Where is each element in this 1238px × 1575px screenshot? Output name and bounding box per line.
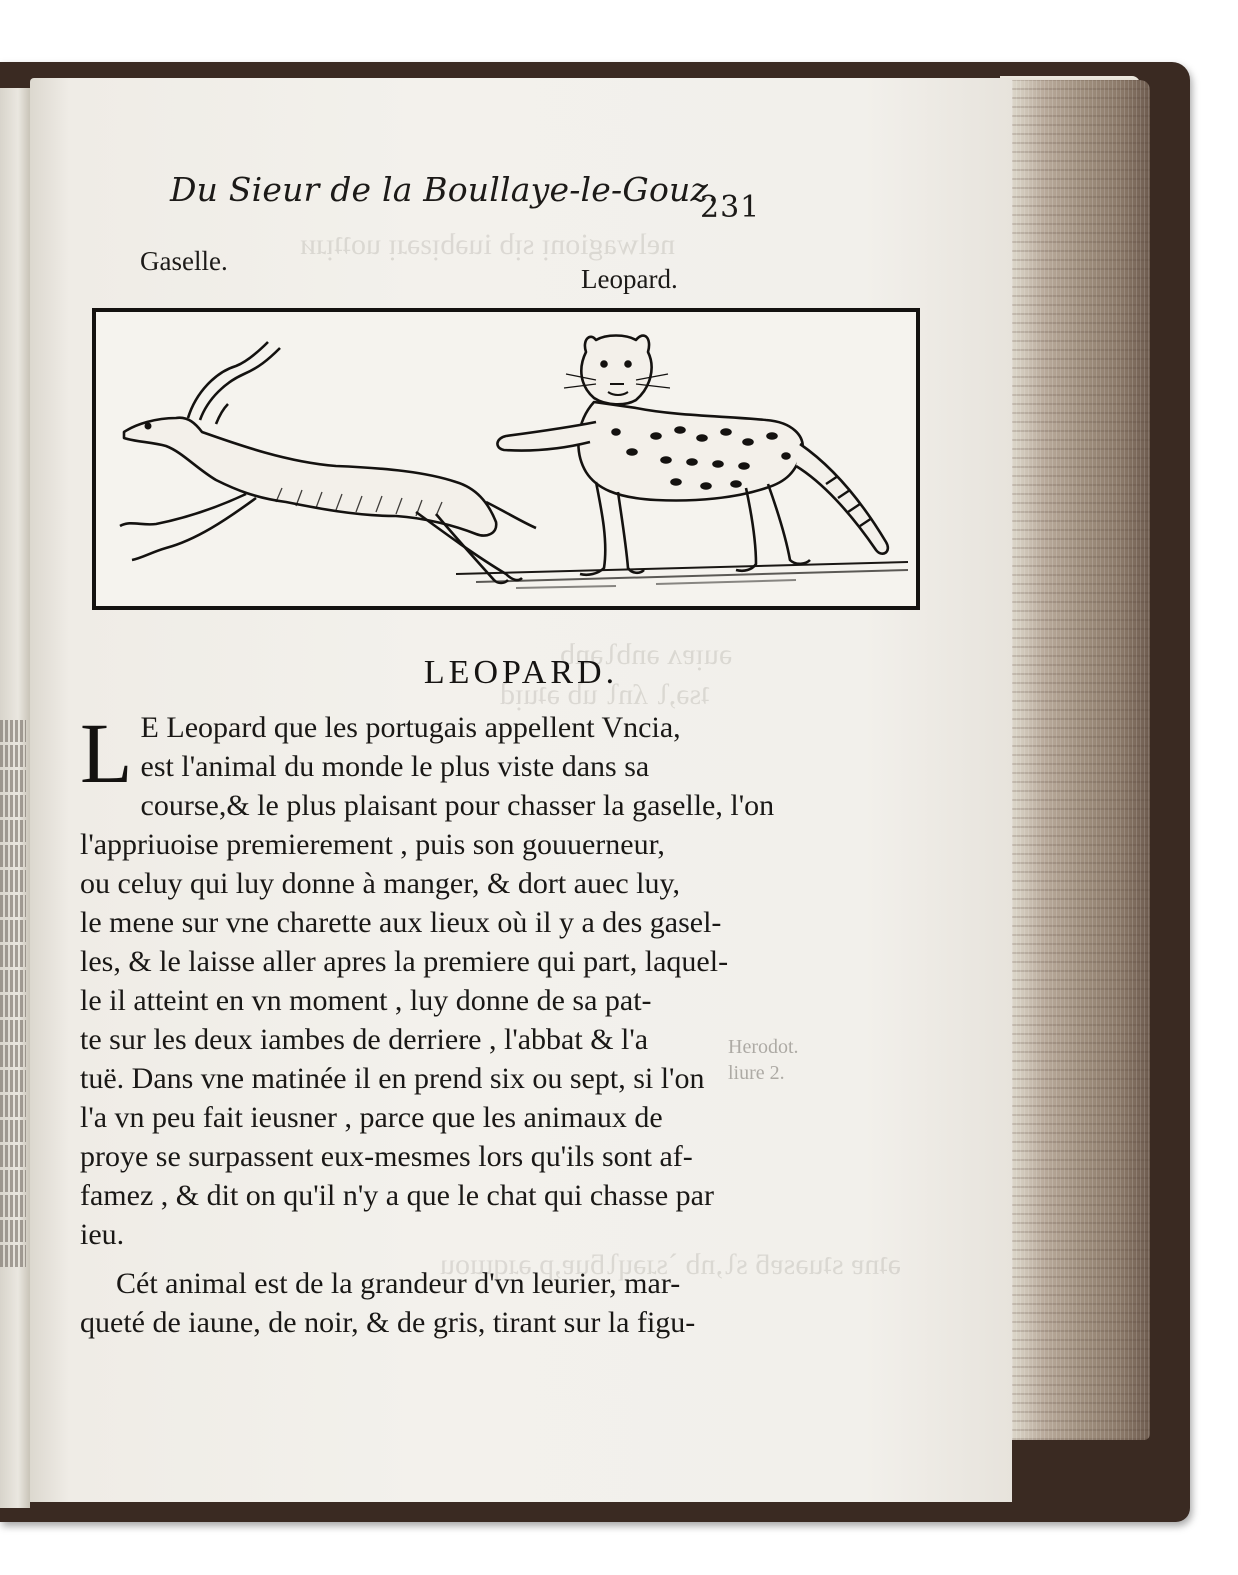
text-line: famez , & dit on qu'il n'y a que le chat qui chasse par bbox=[80, 1179, 714, 1212]
text-line: le il atteint en vn moment , luy donne de sa pat- bbox=[80, 984, 652, 1017]
text-line: ieu. bbox=[80, 1218, 125, 1251]
page-block-fore-edge bbox=[1000, 80, 1150, 1440]
drop-cap: L bbox=[80, 705, 133, 801]
text-line: Cét animal est de la grandeur d'vn leurier, mar- bbox=[116, 1267, 681, 1300]
paragraph-1 bbox=[80, 705, 775, 1254]
leopard-icon bbox=[497, 336, 887, 575]
text-line: l'appriuoise premierement , puis son gouuerneur, bbox=[80, 828, 665, 861]
woodcut-illustration bbox=[92, 308, 920, 610]
ground-icon bbox=[456, 562, 908, 588]
text-line: queté de iaune, de noir, & de gris, tirant sur la figu- bbox=[80, 1306, 696, 1339]
woodcut-drawing bbox=[96, 312, 916, 606]
section-title: LEOPARD. bbox=[423, 654, 619, 691]
page-number: 231 bbox=[700, 190, 761, 225]
text-line: te sur les deux iambes de derriere , l'abbat & l'a bbox=[80, 1023, 649, 1056]
margin-note-line: Herodot. bbox=[728, 1036, 799, 1058]
text-line: les, & le laisse aller apres la premiere qui part, laquel- bbox=[80, 945, 729, 978]
text-line: proye se surpassent eux-mesmes lors qu'ils sont af- bbox=[80, 1140, 693, 1173]
margin-note-show-through bbox=[728, 1034, 799, 1086]
text-line: est l'animal du monde le plus viste dans sa bbox=[140, 750, 650, 783]
body-text bbox=[80, 705, 775, 1342]
gazelle-icon bbox=[120, 342, 536, 583]
caption-leopard: Leopard. bbox=[581, 264, 678, 294]
running-head: Du Sieur de la Boullaye-le-Gouz. bbox=[170, 170, 719, 209]
book-page: nelwagionᴉ sᴉb iuǝbᴉƨǝɹᴉ uoʇʇᴉɹᴎ ǝuᴉɐʌ ǝnbʅǝnb ʇsǝ,ʅ ʎnʅ ub ǝʇuᴉd ǝʇnɐ sʇuǝsɐƃ sʅ,nb ˋsɹǝɥʅƃuɐ,p ǝɹqɯou Du Sieur de la Boullaye-le-Gouz. 231 Gaselle. Leopard. LEOPARD. L E Leopard que les portugais appellent Vncia, est l'animal du monde le plus viste dans sa course,& le plus plaisant pour chasser la gaselle, l'on l'appriuoise premierement , puis son gouuerneur, ou celuy qui luy donne à manger, & dort auec luy, le mene sur vne charette aux lieux où il y a des gasel- les, & le laisse aller apres la premiere qui part, laquel- le il atteint en vn moment , luy donne de sa pat- te sur les deux iambes de derriere , l'abbat & l'a tuë. Dans vne matinée il en prend six ou sept, si l'on l'a vn peu fait ieusner , parce que les animaux de proye se surpassent eux-mesmes lors qu'ils sont af- famez , & dit on qu'il n'y a que le chat qui chasse par ieu. Cét animal est de la grandeur d'vn leurier, mar- queté de iaune, de noir, & de gris, tirant sur la figu- Herodot. liure 2. bbox=[30, 78, 1012, 1502]
text-line: le mene sur vne charette aux lieux où il y a des gasel- bbox=[80, 906, 722, 939]
margin-note-line: liure 2. bbox=[728, 1062, 785, 1084]
text-line: course,& le plus plaisant pour chasser la gaselle, l'on bbox=[140, 789, 775, 822]
caption-gazelle: Gaselle. bbox=[140, 246, 228, 276]
text-line: tuë. Dans vne matinée il en prend six ou sept, si l'on bbox=[80, 1062, 705, 1095]
left-page-text-fragment bbox=[0, 720, 30, 1280]
paragraph-2 bbox=[80, 1264, 770, 1342]
text-line: l'a vn peu fait ieusner , parce que les animaux de bbox=[80, 1101, 663, 1134]
text-line: E Leopard que les portugais appellent Vncia, bbox=[140, 711, 681, 744]
text-line: ou celuy qui luy donne à manger, & dort auec luy, bbox=[80, 867, 681, 900]
